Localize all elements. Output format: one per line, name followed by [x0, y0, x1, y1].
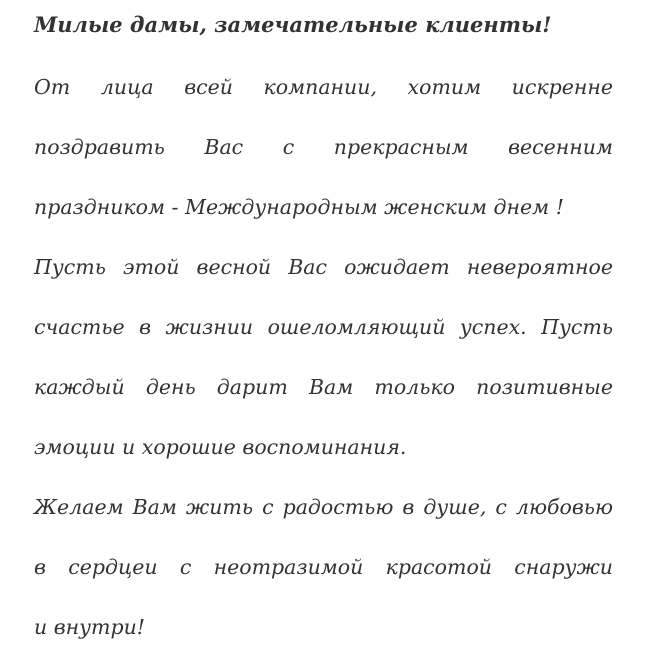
text-line: эмоции и хорошие воспоминания.: [34, 435, 407, 459]
text-line: праздником - Международным женским днем !: [34, 195, 564, 219]
text-line: счастье в жизнии ошеломляющий успех. Пусть: [34, 315, 613, 339]
text-line: каждый день дарит Вам только позитивные: [34, 375, 613, 399]
text-line: в сердцеи с неотразимой красотой снаружи: [34, 555, 613, 579]
text-line: и внутри!: [34, 615, 146, 639]
text-line: поздравить Вас с прекрасным весенним: [34, 135, 613, 159]
text-line: От лица всей компании, хотим искренне: [34, 75, 613, 99]
text-line: Желаем Вам жить с радостью в душе, с любовью: [34, 495, 613, 519]
text-line: Пусть этой весной Вас ожидает невероятное: [34, 255, 613, 279]
greeting-heading: Милые дамы, замечательные клиенты!: [34, 12, 552, 37]
